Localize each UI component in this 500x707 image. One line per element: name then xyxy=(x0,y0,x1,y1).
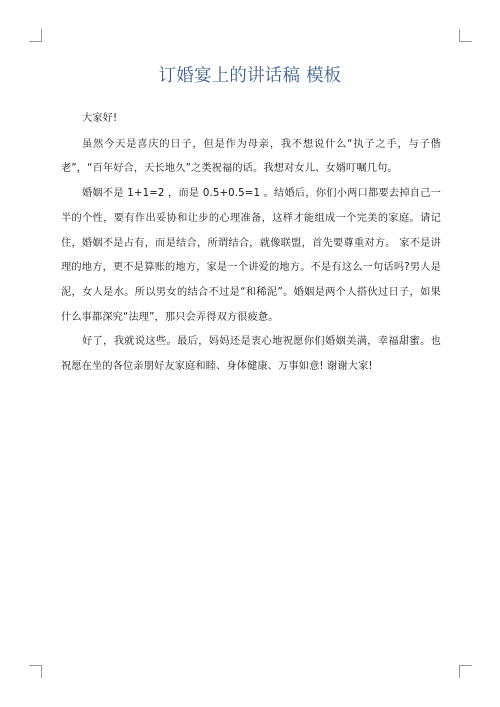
document-title: 订婚宴上的讲话稿 模板 xyxy=(158,66,342,86)
document-body xyxy=(61,107,441,380)
crop-mark-bottom-right xyxy=(459,665,472,678)
crop-mark-bottom-left xyxy=(29,665,42,678)
paragraph-1: 虽然今天是喜庆的日子，但是作为母亲，我不想说什么“执子之手，与子偕老”，“百年好合，天长地久”之类祝福的话。我想对女儿、女婿叮嘱几句。 xyxy=(61,138,441,175)
crop-mark-top-left xyxy=(29,29,42,42)
crop-mark-top-right xyxy=(459,29,472,42)
greeting: 大家好! xyxy=(82,113,118,124)
paragraph-3: 好了，我就说这些。最后，妈妈还是衷心地祝愿你们婚姻美满，幸福甜蜜。也祝愿在坐的各位亲朋好友家庭和睦、身体健康、万事如意! 谢谢大家! xyxy=(61,336,441,373)
paragraph-2: 婚姻不是 1+1=2 ，而是 0.5+0.5=1 。结婚后，你们小两口都要去掉自己一半的个性，要有作出妥协和让步的心理准备，这样才能组成一个完美的家庭。请记住，婚姻不是占有，而是结合，所谓结合，就像联盟，首先要尊重对方。 家不是讲理的地方，更不是算账的地方，家是一个讲爱的地方。不是有这么一句话吗?男人是泥，女人是水。所以男女的结合不过是“和稀泥”。婚姻是两个人搭伙过日子，如果什么事都深究“法理”，那只会弄得双方很疲惫。 xyxy=(61,188,441,323)
